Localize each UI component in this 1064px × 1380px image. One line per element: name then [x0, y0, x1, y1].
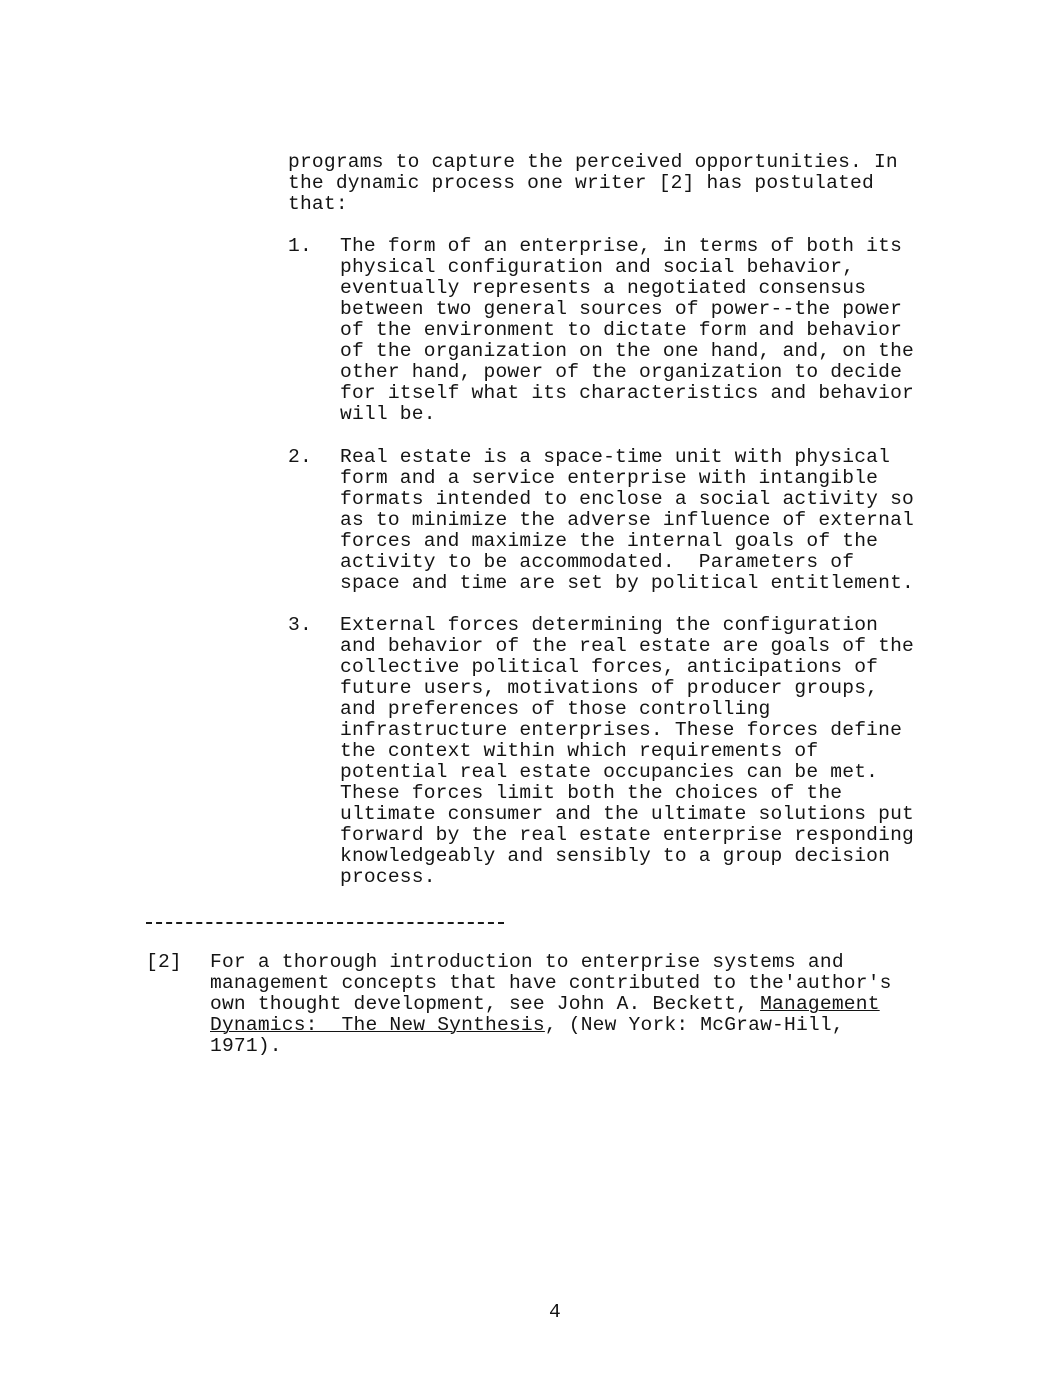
footnote-line: [210, 994, 880, 1015]
intro-line: the dynamic process one writer [2] has postulated: [288, 172, 874, 194]
intro-line: that:: [288, 193, 348, 215]
list-item-line: forces and maximize the internal goals of the: [340, 530, 879, 552]
list-item-line: knowledgeably and sensibly to a group decision: [340, 845, 891, 867]
list-item-line: External forces determining the configuration: [340, 614, 879, 636]
footnote-separator: [146, 922, 504, 924]
list-item-line: forward by the real estate enterprise responding: [340, 824, 914, 846]
list-item-line: other hand, power of the organization to decide: [340, 361, 903, 383]
list-item-line: will be.: [340, 403, 436, 425]
list-item-line: of the organization on the one hand, and, on the: [340, 340, 914, 362]
list-item-line: and behavior of the real estate are goals of the: [340, 635, 914, 657]
footnote-line: For a thorough introduction to enterprise systems and: [210, 951, 844, 973]
list-item-number: 3.: [288, 614, 312, 636]
list-item-line: form and a service enterprise with intangible: [340, 467, 879, 489]
list-item-line: as to minimize the adverse influence of external: [340, 509, 914, 531]
list-item-line: These forces limit both the choices of the: [340, 782, 843, 804]
list-item-line: activity to be accommodated. Parameters of: [340, 551, 855, 573]
list-item-line: potential real estate occupancies can be met.: [340, 761, 879, 783]
book-title: Management: [760, 993, 880, 1015]
list-item-line: eventually represents a negotiated consensus: [340, 277, 867, 299]
page-number: 4: [549, 1301, 561, 1323]
list-item-line: of the environment to dictate form and behavior: [340, 319, 903, 341]
list-item-line: future users, motivations of producer groups,: [340, 677, 879, 699]
list-item-number: 2.: [288, 446, 312, 468]
footnote-line: [210, 1015, 844, 1036]
list-item-line: process.: [340, 866, 436, 888]
list-item-line: space and time are set by political entitlement.: [340, 572, 914, 594]
footnote-line: management concepts that have contributed to the'author's: [210, 972, 892, 994]
footnote-line: 1971).: [210, 1035, 282, 1057]
list-item-line: for itself what its characteristics and behavior: [340, 382, 914, 404]
footnote-text: , (New York: McGraw-Hill,: [544, 1014, 844, 1036]
footnote-number: [2]: [146, 951, 182, 973]
list-item-line: Real estate is a space-time unit with physical: [340, 446, 891, 468]
list-item-line: infrastructure enterprises. These forces define: [340, 719, 903, 741]
list-item-line: The form of an enterprise, in terms of both its: [340, 235, 903, 257]
list-item-line: the context within which requirements of: [340, 740, 819, 762]
footnote-text: own thought development, see John A. Beckett,: [210, 993, 761, 1015]
list-item-line: formats intended to enclose a social activity so: [340, 488, 914, 510]
list-item-line: and preferences of those controlling: [340, 698, 771, 720]
list-item-line: ultimate consumer and the ultimate solutions put: [340, 803, 914, 825]
book-title: Dynamics:__The_New_Synthesis: [210, 1014, 545, 1036]
list-item-number: 1.: [288, 235, 312, 257]
intro-line: programs to capture the perceived opportunities. In: [288, 151, 898, 173]
list-item-line: between two general sources of power--the power: [340, 298, 903, 320]
list-item-line: physical configuration and social behavior,: [340, 256, 855, 278]
list-item-line: collective political forces, anticipations of: [340, 656, 879, 678]
